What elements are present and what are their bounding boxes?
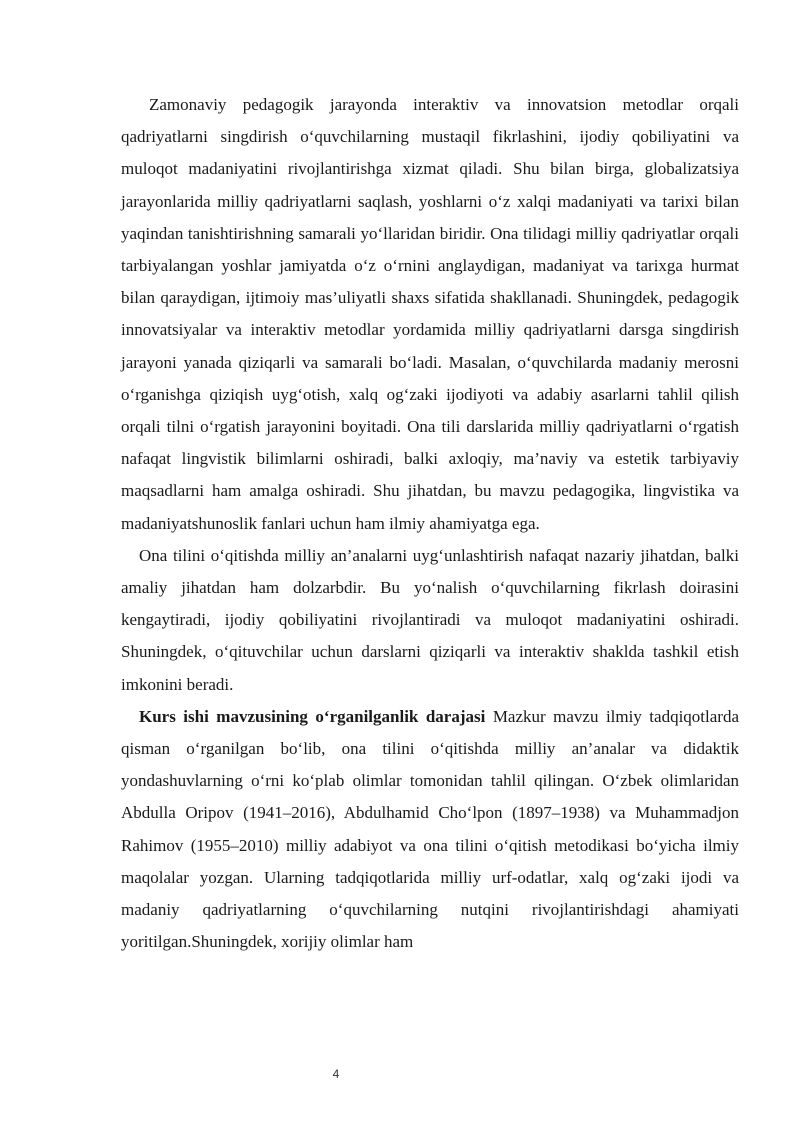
paragraph-2: Ona tilini o‘qitishda milliy an’analarni uyg‘unlashtirish nafaqat nazariy jihatdan, balki amaliy jihatdan ham dolzarbdir. Bu yo‘nalish o‘quvchilarning fikrlash doirasini kengaytiradi, ijodiy qobiliyatini rivojlantiradi va muloqot madaniyatini oshiradi. Shuningdek, o‘qituvchilar uchun darslarni qiziqarli va interaktiv shaklda tashkil etish imkonini beradi. <box>121 545 739 694</box>
document-page <box>121 89 739 958</box>
paragraph-3 <box>121 701 739 959</box>
paragraph-1: Zamonaviy pedagogik jarayonda interaktiv va innovatsion metodlar orqali qadriyatlarni singdirish o‘quvchilarning mustaqil fikrlashini, ijodiy qobiliyatini va muloqot madaniyatini rivojlantirishga xizmat qiladi. Shu bilan birga, globalizatsiya jarayonlarida milliy qadriyatlarni saqlash, yoshlarni o‘z xalqi madaniyati va tarixi bilan yaqindan tanishtirishning samarali yo‘llaridan biridir. Ona tilidagi milliy qadriyatlar orqali tarbiyalangan yoshlar jamiyatda o‘z o‘rnini anglaydigan, madaniyat va tarixga hurmat bilan qaraydigan, ijtimoiy mas’uliyatli shaxs sifatida shakllanadi. Shuningdek, pedagogik innovatsiyalar va interaktiv metodlar yordamida milliy qadriyatlarni darsga singdirish jarayoni yanada qiziqarli va samarali bo‘ladi. Masalan, o‘quvchilarda madaniy merosni o‘rganishga qiziqish uyg‘otish, xalq og‘zaki ijodiyoti va adabiy asarlarni tahlil qilish orqali tilni o‘rgatish jarayonini boyitadi. Ona tili darslarida milliy qadriyatlarni o‘rgatish nafaqat lingvistik bilimlarni oshiradi, balki axloqiy, ma’naviy va estetik tarbiyaviy maqsadlarni ham amalga oshiradi. Shu jihatdan, bu mavzu pedagogika, lingvistika va madaniyatshunoslik fanlari uchun ham ilmiy ahamiyatga ega. <box>121 95 739 533</box>
section-heading: Kurs ishi mavzusining o‘rganilganlik darajasi <box>139 706 486 726</box>
page-number: 4 <box>332 1067 340 1081</box>
paragraph-3-body: Mazkur mavzu ilmiy tadqiqotlarda qisman o‘rganilgan bo‘lib, ona tilini o‘qitishda milliy an’analar va didaktik yondashuvlarning o‘rni ko‘plab olimlar tomonidan tahlil qilingan. O‘zbek olimlaridan Abdulla Oripov (1941–2016), Abdulhamid Cho‘lpon (1897–1938) va Muhammadjon Rahimov (1955–2010) milliy adabiyot va ona tilini o‘qitish metodikasi bo‘yicha ilmiy maqolalar yozgan. Ularning tadqiqotlarida milliy urf-odatlar, xalq og‘zaki ijodi va madaniy qadriyatlarning o‘quvchilarning nutqini rivojlantirishdagi ahamiyati yoritilgan.Shuningdek, xorijiy olimlar ham <box>121 706 739 952</box>
